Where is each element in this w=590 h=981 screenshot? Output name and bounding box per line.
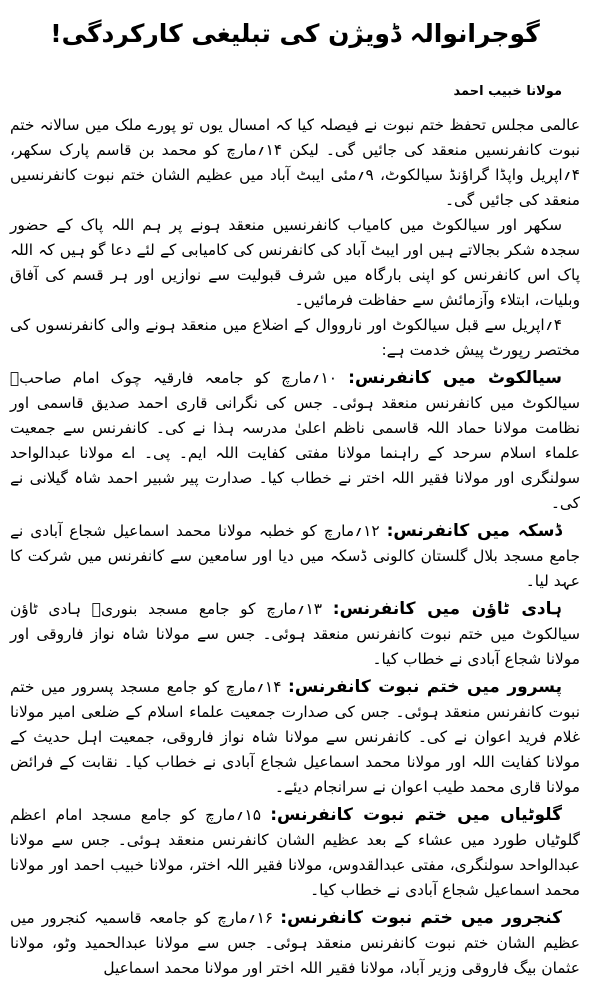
report-section (10, 597, 580, 672)
section-heading: کنجرور میں ختم نبوت کانفرنس: (280, 908, 562, 928)
section-text: ۱۴؍مارچ کو جامع مسجد پسرور میں ختم نبوت کانفرنس منعقد ہوئی۔ جس کی صدارت جمعیت علماء اسلام کے ضلعی امیر مولانا غلام فرید اعوان نے کی۔ کانفرنس سے مولانا شاہ نواز فاروقی، جمعیت اہل حدیث کے مولانا کفایت اللہ اور مولانا محمد اسماعیل شجاع آبادی نے خطاب کیا۔ نقابت کے فرائض مولانا قاری محمد طیب اعوان نے سرانجام دیئے۔ (10, 678, 580, 796)
section-text: ۱۰؍مارچ کو جامعہ فارقیہ چوک امام صاحبؒ سیالکوٹ میں کانفرنس منعقد ہوئی۔ جس کی نگرانی قاری احمد صدیق قاسمی اور نظامت مولانا حماد اللہ قاسمی ناظم اعلیٰ مدرسہ ہذا نے کی۔ کانفرنس سے جمعیت علماء اسلام سرحد کے راہنما مولانا مفتی کفایت اللہ ایم۔ پی۔ اے مولانا عبدالواحد سولنگری اور مولانا فقیر اللہ اختر نے خطاب کیا۔ صدارت پیر شبیر احمد شاہ گیلانی نے کی۔ (10, 369, 580, 512)
section-heading: پسرور میں ختم نبوت کانفرنس: (288, 677, 562, 697)
section-text: ۱۳؍مارچ کو جامع مسجد بنوریؒ ہادی ٹاؤن سیالکوٹ میں ختم نبوت کانفرنس منعقد ہوئی۔ جس سے مولانا شاہ نواز فاروقی اور مولانا شجاع آبادی نے خطاب کیا۔ (10, 600, 580, 668)
report-section (10, 675, 580, 800)
section-heading: ہادی ٹاؤن میں کانفرنس: (332, 599, 562, 619)
report-section (10, 519, 580, 594)
section-heading: ڈسکہ میں کانفرنس: (386, 521, 562, 541)
section-heading: سیالکوٹ میں کانفرنس: (348, 368, 563, 388)
section-heading: گلوٹیاں میں ختم نبوت کانفرنس: (270, 805, 562, 825)
report-section (10, 366, 580, 516)
intro-paragraph-2: سکھر اور سیالکوٹ میں کامیاب کانفرنسیں منعقد ہونے پر ہم اللہ پاک کے حضور سجدہ شکر بجالاتے ہیں اور ایبٹ آباد کی کانفرنس کی کامیابی کے لئے دعا گو ہیں کہ اللہ پاک اس کانفرنس کو اپنی بارگاہ میں شرف قبولیت سے نوازیں اور ہر قسم کی آفاق وبلیات، ابتلاء وآزمائش سے حفاظت فرمائیں۔ (10, 216, 580, 309)
intro-paragraph-3: ۴؍اپریل سے قبل سیالکوٹ اور نارووال کے اضلاع میں منعقد ہونے والی کانفرنسوں کی مختصر رپورٹ پیش خدمت ہے: (10, 316, 580, 359)
intro-paragraph-1: عالمی مجلس تحفظ ختم نبوت نے فیصلہ کیا کہ امسال یوں تو پورے ملک میں سالانہ ختم نبوت کانفرنسیں منعقد کی جائیں گی۔ لیکن ۱۴؍مارچ کو محمد بن قاسم پارک سکھر، ۴؍اپریل واپڈا گراؤنڈ سیالکوٹ، ۹؍مئی ایبٹ آباد میں عظیم الشان ختم نبوت کانفرنسیں منعقد کی جائیں گی۔ (10, 116, 581, 209)
section-text: ۱۶؍مارچ کو جامعہ قاسمیہ کنجرور میں عظیم الشان ختم نبوت کانفرنس منعقد ہوئی۔ جس سے مولانا عبدالحمید وٹو، مولانا عثمان بیگ فاروقی وزیر آباد، مولانا فقیر اللہ اختر اور مولانا محمد اسماعیل (10, 909, 580, 977)
section-text: ۱۵؍مارچ کو جامع مسجد امام اعظم گلوٹیاں طورد میں عشاء کے بعد عظیم الشان کانفرنس منعقد ہوئی۔ جس سے مولانا عبدالواحد سولنگری، مفتی عبدالقدوس، مولانا فقیر اللہ اختر، مولانا خبیب احمد اور مولانا محمد اسماعیل شجاع آبادی نے خطاب کیا۔ (10, 806, 580, 899)
report-section (10, 803, 580, 903)
author-name: مولانا خبیب احمد (453, 84, 562, 99)
section-text: ۱۲؍مارچ کو خطبہ مولانا محمد اسماعیل شجاع آبادی نے جامع مسجد بلال گلستان کالونی ڈسکہ میں دیا اور سامعین سے کانفرنس میں شرکت کا عہد لیا۔ (10, 522, 580, 590)
article-title: گوجرانوالہ ڈویژن کی تبلیغی کارکردگی! (50, 19, 540, 48)
